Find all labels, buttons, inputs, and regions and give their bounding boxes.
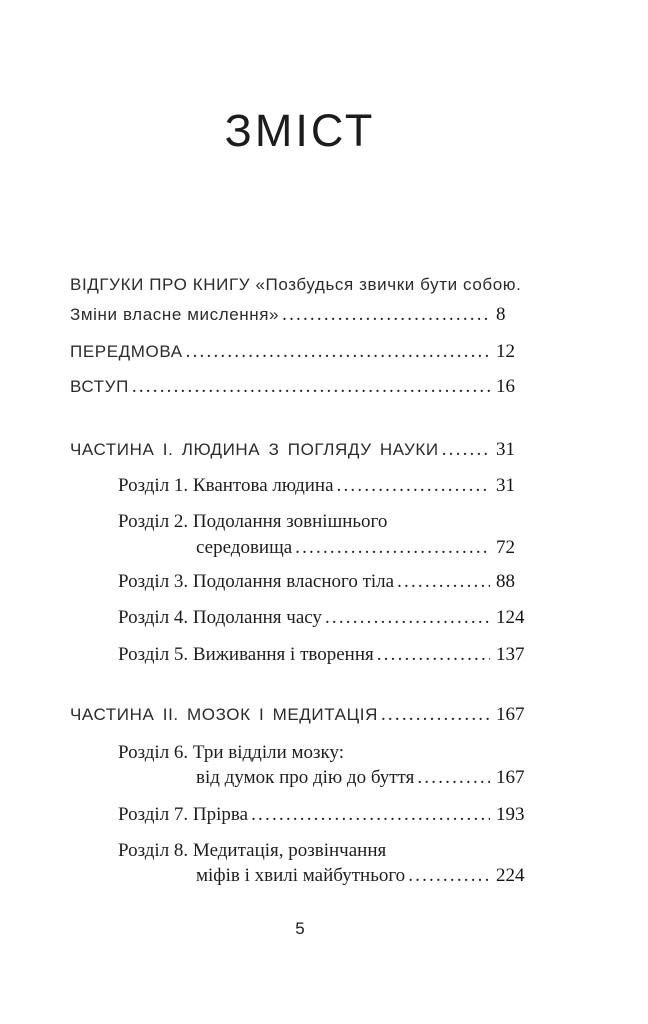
toc-chapter-label: Розділ 4. Подолання часу <box>118 607 322 628</box>
toc-entry-page-number: 16 <box>496 376 515 397</box>
toc-chapter-3 <box>118 570 515 594</box>
toc-entry-page-number: 8 <box>496 304 506 325</box>
toc-chapter-2-line2 <box>196 536 515 560</box>
toc-chapter-label: Розділ 7. Прірва <box>118 804 249 825</box>
toc-entry-intro <box>70 375 515 399</box>
toc-part1-heading <box>70 438 515 462</box>
toc-entry-preface <box>70 340 515 364</box>
toc-part-page-number: 31 <box>496 439 515 460</box>
toc-chapter-2-line1: Розділ 2. Подолання зовнішнього <box>118 511 388 532</box>
toc-part-page-number: 167 <box>496 704 525 725</box>
folio-page-number: 5 <box>295 919 305 938</box>
toc-chapter-6-line2 <box>196 766 525 790</box>
toc-entry-label: ПЕРЕДМОВА <box>70 342 183 361</box>
toc-chapter-label: Розділ 3. Подолання власного тіла <box>118 571 395 592</box>
toc-part2-heading <box>70 703 525 727</box>
toc-chapter-8-line1: Розділ 8. Медитація, розвінчання <box>118 840 387 861</box>
dot-leader <box>377 643 490 667</box>
dot-leader <box>397 570 490 594</box>
toc-chapter-5 <box>118 643 525 667</box>
toc-chapter-label: Розділ 1. Квантова людина <box>118 475 334 496</box>
toc-chapter-6-line1: Розділ 6. Три відділи мозку: <box>118 742 345 763</box>
toc-chapter-label: Розділ 5. Виживання і творення <box>118 644 374 665</box>
toc-chapter-page-number: 88 <box>496 571 515 592</box>
toc-chapter-page-number: 124 <box>496 607 525 628</box>
toc-chapter-label: від думок про дію до буття <box>196 767 415 788</box>
dot-leader <box>337 474 490 498</box>
toc-chapter-page-number: 167 <box>496 767 525 788</box>
dot-leader <box>132 375 490 399</box>
toc-chapter-page-number: 31 <box>496 475 515 496</box>
dot-leader <box>282 303 490 327</box>
toc-chapter-7 <box>118 803 525 827</box>
dot-leader <box>408 864 490 888</box>
page-title: ЗМІСТ <box>224 105 376 156</box>
dot-leader <box>325 606 490 630</box>
dot-leader <box>251 803 490 827</box>
toc-chapter-page-number: 224 <box>496 865 525 886</box>
dot-leader <box>442 438 490 462</box>
toc-chapter-page-number: 193 <box>496 804 525 825</box>
toc-part-label: ЧАСТИНА І. ЛЮДИНА З ПОГЛЯДУ НАУКИ <box>70 440 439 459</box>
toc-chapter-label: міфів і хвилі майбутнього <box>196 865 406 886</box>
toc-chapter-label: середовища <box>196 537 293 558</box>
toc-entry-review-line1: ВІДГУКИ ПРО КНИГУ «Позбудься звички бути собою. <box>70 275 522 294</box>
toc-entry-label: ВСТУП <box>70 377 129 396</box>
toc-entry-label: Зміни власне мислення» <box>70 305 280 324</box>
dot-leader <box>417 766 490 790</box>
dot-leader <box>295 536 490 560</box>
toc-entry-review-line2 <box>70 303 506 327</box>
toc-chapter-1 <box>118 474 515 498</box>
toc-chapter-8-line2 <box>196 864 525 888</box>
toc-part-label: ЧАСТИНА ІІ. МОЗОК І МЕДИТАЦІЯ <box>70 705 378 724</box>
toc-chapter-4 <box>118 606 525 630</box>
toc-chapter-page-number: 72 <box>496 537 515 558</box>
dot-leader <box>186 340 490 364</box>
toc-chapter-page-number: 137 <box>496 644 525 665</box>
dot-leader <box>381 703 490 727</box>
toc-entry-page-number: 12 <box>496 341 515 362</box>
